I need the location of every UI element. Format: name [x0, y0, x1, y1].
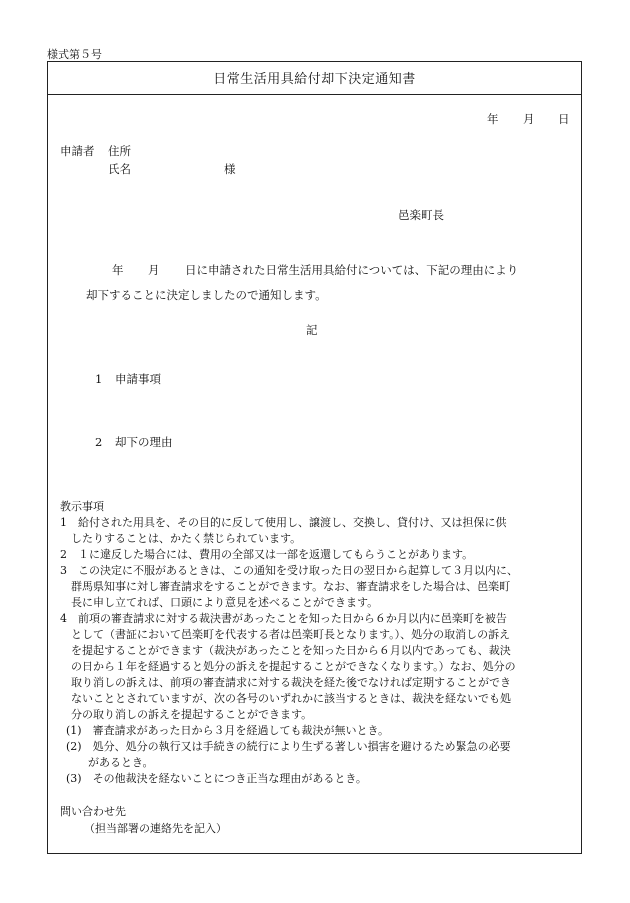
name-label: 氏名 — [108, 162, 131, 176]
notice-line: 取り消しの訴えは、前項の審査請求に対する裁決を経た後でなければ定期することができ — [60, 676, 511, 689]
address-label: 住所 — [108, 144, 131, 158]
notice-line: の日から１年を経過すると処分の訴えを提起することができなくなります。）なお、処分の — [60, 660, 516, 673]
contact-heading: 問い合わせ先 — [60, 805, 126, 818]
notice-line: ないこととされていますが、次の各号のいずれかに該当するときは、裁決を経ないでも処 — [60, 692, 511, 705]
notice-subitem: があるとき。 — [66, 756, 154, 769]
notice-subitem: (3) その他裁決を経ないことにつき正当な理由があるとき。 — [66, 772, 367, 785]
notice-line: 4 前項の審査請求に対する裁決書があったことを知った日から６か月以内に邑楽町を被告 — [60, 612, 507, 625]
date-year-label: 年 — [487, 112, 499, 126]
item-1-number: 1 — [95, 372, 103, 386]
notice-line: 3 この決定に不服があるときは、この通知を受け取った日の翌日から起算して３月以内に、 — [60, 564, 518, 577]
notice-line: 群馬県知事に対し審査請求をすることができます。なお、審査請求をした場合は、邑楽町 — [60, 580, 511, 593]
notice-line: 長に申し立てれば、口頭により意見を述べることができます。 — [60, 596, 379, 609]
notice-heading: 教示事項 — [60, 500, 104, 513]
notice-line: 1 給付された用具を、その目的に反して使用し、譲渡し、交換し、貸付け、又は担保に供 — [60, 516, 507, 529]
notice-line: 分の取り消しの訴えを提起することができます。 — [60, 708, 313, 721]
issuer-name: 邑楽町長 — [398, 208, 444, 222]
date-month-label: 月 — [523, 112, 535, 126]
body-line-1: 日に申請された日常生活用具給付については、下記の理由により — [185, 263, 519, 277]
item-2-number: 2 — [95, 435, 103, 449]
body-year-label: 年 — [112, 263, 124, 277]
ki-heading: 記 — [306, 323, 318, 337]
contact-note: （担当部署の連絡先を記入） — [84, 822, 227, 835]
notice-line: として（書証において邑楽町を代表する者は邑楽町長となります。）、処分の取消しの訴え — [60, 628, 511, 641]
body-line-2: 却下することに決定しましたので通知します。 — [86, 288, 327, 302]
notice-subitem: (1) 審査請求があった日から３月を経過しても裁決が無いとき。 — [66, 724, 390, 737]
applicant-label: 申請者 — [60, 144, 95, 158]
notice-line: を提起することができます（裁決があったことを知った日から６月以内であっても、裁決 — [60, 644, 511, 657]
body-month-label: 月 — [148, 263, 160, 277]
document-title: 日常生活用具給付却下決定通知書 — [47, 61, 582, 95]
item-1-label: 申請事項 — [115, 372, 161, 386]
honorific-label: 様 — [224, 162, 236, 176]
notice-subitem: (2) 処分、処分の執行又は手続きの続行により生ずる著しい損害を避けるため緊急の必要 — [66, 740, 511, 753]
notice-line: 2 １に違反した場合には、費用の全部又は一部を返還してもらうことがあります。 — [60, 548, 474, 561]
form-number-label: 様式第５号 — [47, 48, 102, 61]
item-2-label: 却下の理由 — [115, 435, 173, 449]
date-day-label: 日 — [558, 112, 570, 126]
notice-line: したりすることは、かたく禁じられています。 — [60, 532, 302, 545]
